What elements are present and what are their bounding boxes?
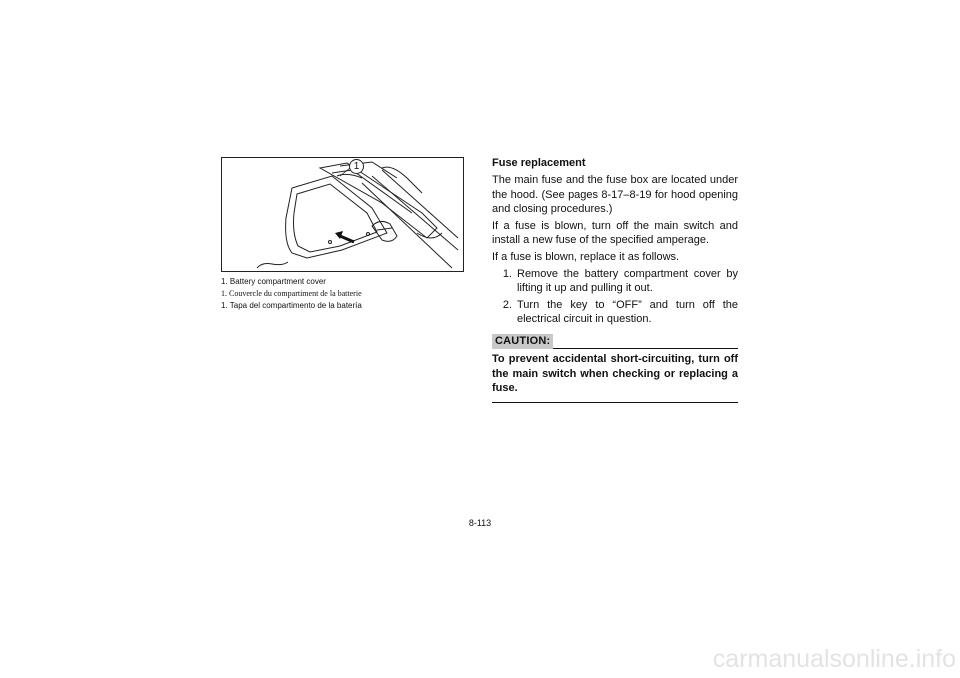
caption-french: 1. Couvercle du compartiment de la batterie [221,289,362,298]
caption-spanish: 1. Tapa del compartimento de la batería [221,301,362,310]
paragraph-replace-intro: If a fuse is blown, replace it as follows. [492,250,680,263]
section-title: Fuse replacement [492,157,586,169]
caution-header [492,333,738,349]
step-number: 1. [502,267,512,280]
caution-label: CAUTION: [492,334,553,349]
watermark: carmanualsonline.info [712,645,956,673]
step-text: Remove the battery compartment cover by lifting it up and pulling it out. [517,267,738,295]
caution-text: To prevent accidental short-circuiting, turn off the main switch when checking or replacing a fuse. [492,352,738,403]
page-number: 8-113 [468,518,492,528]
step-item [492,298,738,327]
step-text: Turn the key to “OFF” and turn off the electrical circuit in question. [517,298,738,326]
callout-number: 1 [353,161,360,172]
paragraph-location: The main fuse and the fuse box are located under the hood. (See pages 8-17–8-19 for hood opening and closing procedures.) [492,174,738,216]
paragraph-blown-fuse: If a fuse is blown, turn off the main switch and install a new fuse of the specified amperage. [492,219,738,247]
battery-compartment-illustration [221,157,464,272]
fuse-replacement-section [492,156,738,403]
callout-1 [349,159,364,174]
step-number: 2. [502,298,512,311]
illustration-drawing [222,158,463,271]
caution-rule [553,348,738,349]
step-item [492,267,738,296]
caption-english: 1. Battery compartment cover [221,277,326,286]
figure-captions [221,276,481,312]
steps-list [492,267,738,327]
